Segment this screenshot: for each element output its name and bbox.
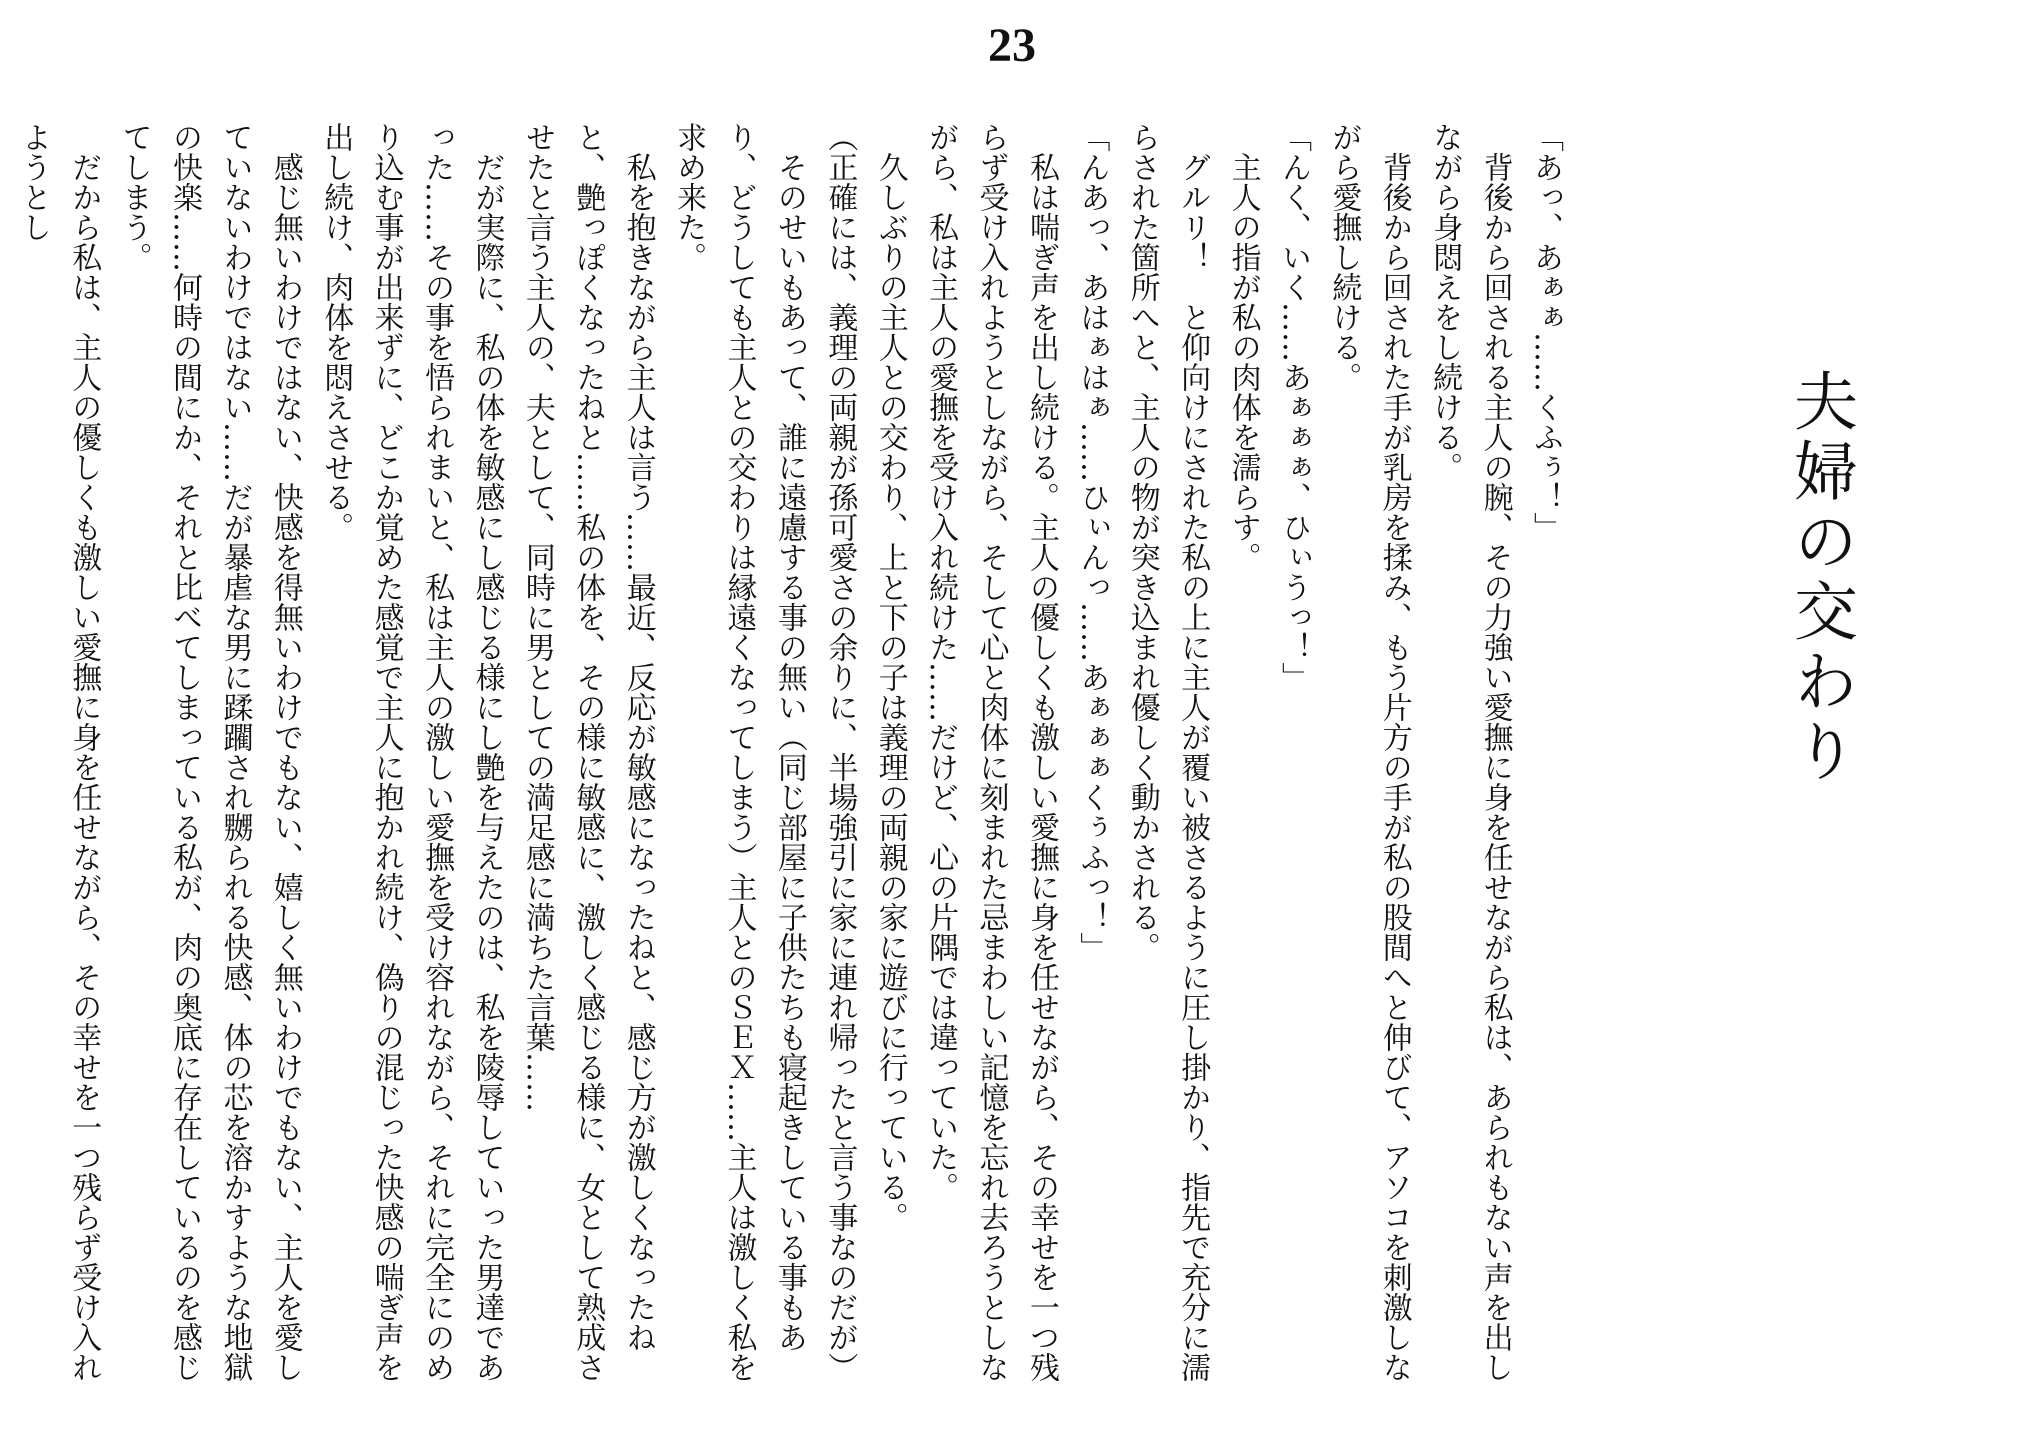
paragraph: 主人の指が私の肉体を濡らす。 xyxy=(1225,122,1261,572)
paragraph: 久しぶりの主人との交わり、上と下の子は義理の両親の家に遊びに行っている。 xyxy=(872,122,908,1232)
paragraph: だから私は、主人の優しくも激しい愛撫に身を任せながら、その幸せを一つ残らず受け入れようとし xyxy=(15,122,102,1382)
paragraph: （正確には、義理の両親が孫可愛さの余りに、半場強引に家に連れ帰ったと言う事なのだが） xyxy=(822,122,858,1382)
paragraph: 「あっ、あぁぁ……くふぅ！」 xyxy=(1528,122,1563,542)
paragraph: そのせいもあって、誰に遠慮する事の無い（同じ部屋に子供たちも寝起きしている事もあり、どうしても主人との交わりは縁遠くなってしまう）主人とのＳＥＸ……主人は激しく私を求め来た。 xyxy=(671,122,807,1382)
chapter-title: 夫婦の交わり xyxy=(1783,368,1857,788)
paragraph: 私を抱きながら主人は言う……最近、反応が敏感になったねと、感じ方が激しくなったねと、艶っぽくなったねと……私の体を、その様に敏感に、激しく感じる様に、女として熟成させたと言う主人の、夫として、同時に男としての満足感に満ちた言葉…… xyxy=(519,122,656,1382)
paragraph: 背後から回される主人の腕、その力強い愛撫に身を任せながら私は、あられもない声を出しながら身悶えをし続ける。 xyxy=(1427,122,1513,1382)
paragraph: 背後から回された手が乳房を揉み、もう片方の手が私の股間へと伸びて、アソコを刺激しながら愛撫し続ける。 xyxy=(1326,122,1412,1382)
paragraph: だが実際に、私の体を敏感にし感じる様にし艶を与えたのは、私を陵辱していった男達であった……その事を悟られまいと、私は主人の激しい愛撫を受け容れながら、それに完全にのめり込む事が出来ずに、どこか覚めた感覚で主人に抱かれ続け、偽りの混じった快感の喘ぎ声を出し続け、肉体を悶えさせる。 xyxy=(318,122,505,1382)
paragraph: 私は喘ぎ声を出し続ける。主人の優しくも激しい愛撫に身を任せながら、その幸せを一つ残らず受け入れようとしながら、そして心と肉体に刻まれた忌まわしい記憶を忘れ去ろうとしながら、私は主人の愛撫を受け入れ続けた……だけど、心の片隅では違っていた。 xyxy=(923,122,1059,1382)
paragraph: 「んく、いく……あぁぁぁ、ひぃうっ！」 xyxy=(1275,122,1311,692)
paragraph: グルリ！ と仰向けにされた私の上に主人が覆い被さるように圧し掛かり、指先で充分に濡らされた箇所へと、主人の物が突き込まれ優しく動かされる。 xyxy=(1124,122,1211,1382)
paragraph: 「んあっ、あはぁはぁ……ひぃんっ……あぁぁぁくぅふっ！」 xyxy=(1074,122,1110,962)
paragraph: 感じ無いわけではない、快感を得無いわけでもない、嬉しく無いわけでもない、主人を愛していないわけではない……だが暴虐な男に蹂躙され嬲られる快感、体の芯を溶かすような地獄の快楽……何時の間にか、それと比べてしまっている私が、肉の奥底に存在しているのを感じてしまう。 xyxy=(116,122,303,1382)
body-text xyxy=(15,122,1570,1402)
page-number: 23 xyxy=(988,19,1036,72)
